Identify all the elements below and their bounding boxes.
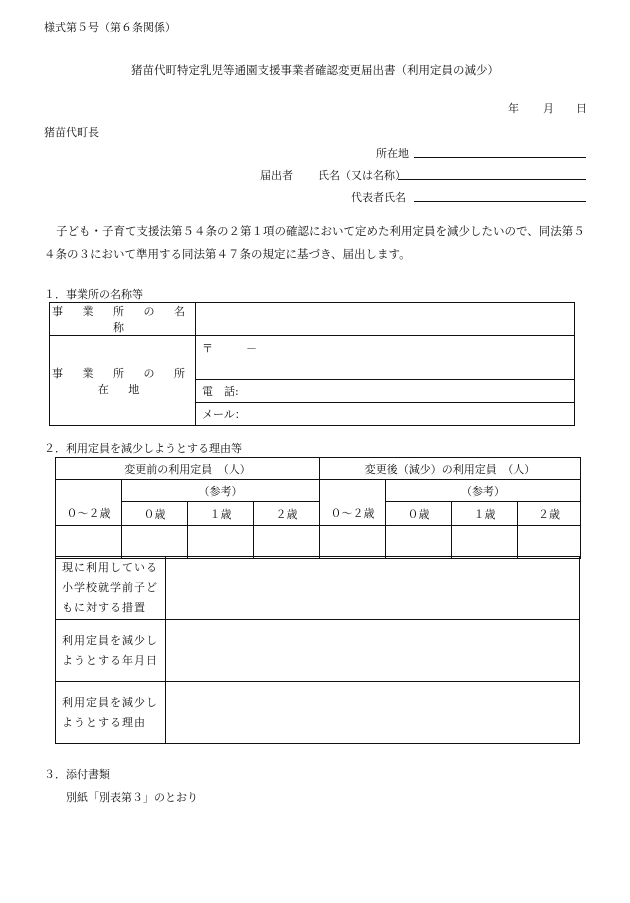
value-after-0-2[interactable] [320, 526, 386, 559]
value-before-0-2[interactable] [56, 526, 122, 559]
value-after-2[interactable] [518, 526, 581, 559]
section2-heading: ２．利用定員を減少しようとする理由等 [44, 442, 242, 455]
name-input-line[interactable] [398, 167, 586, 180]
business-name-label: 事 業 所 の 名 称 [50, 303, 196, 336]
after-total-head-spacer [320, 480, 386, 502]
business-info-table [49, 302, 575, 426]
location-input-line[interactable] [414, 145, 586, 158]
age-col-after-0: ０歳 [386, 502, 452, 526]
location-label: 所在地 [376, 147, 409, 160]
body-text: 子ども・子育て支援法第５４条の２第１項の確認において定めた利用定員を減少したいので、同法第５４条の３において準用する同法第４７条の規定に基づき、届出します。 [44, 224, 585, 261]
submitter-label: 届出者 [260, 169, 293, 182]
addressee: 猪苗代町長 [44, 126, 99, 139]
section3-heading: ３．添付書類 [44, 768, 110, 781]
before-reference-label: （参考） [122, 480, 320, 502]
before-capacity-header: 変更前の利用定員 （人） [56, 458, 320, 480]
after-reference-label: （参考） [386, 480, 581, 502]
date-year: 年 [508, 102, 519, 115]
reduction-reason-cell[interactable] [166, 682, 580, 744]
value-before-0[interactable] [122, 526, 188, 559]
age-col-after-0-2: ０～２歳 [320, 502, 386, 526]
postal-code-cell[interactable]: 〒 － [196, 336, 575, 380]
reduction-date-label: 利用定員を減少しようとする年月日 [56, 620, 166, 682]
age-col-after-2: ２歳 [518, 502, 581, 526]
age-col-before-1: １歳 [188, 502, 254, 526]
before-total-head-spacer [56, 480, 122, 502]
value-after-1[interactable] [452, 526, 518, 559]
phone-cell[interactable]: 電 話: [196, 380, 575, 403]
current-measures-label: 現に利用している小学校就学前子どもに対する措置 [56, 557, 166, 620]
representative-label: 代表者氏名 [351, 191, 406, 204]
age-col-before-2: ２歳 [254, 502, 320, 526]
email-cell[interactable]: メール： [196, 403, 575, 426]
age-col-before-0-2: ０～２歳 [56, 502, 122, 526]
after-capacity-header: 変更後（減少）の利用定員 （人） [320, 458, 581, 480]
reduction-date-cell[interactable] [166, 620, 580, 682]
value-before-2[interactable] [254, 526, 320, 559]
date-month: 月 [543, 102, 554, 115]
current-measures-cell[interactable] [166, 557, 580, 620]
representative-input-line[interactable] [414, 189, 586, 202]
value-before-1[interactable] [188, 526, 254, 559]
business-name-cell[interactable] [196, 303, 575, 336]
age-col-after-1: １歳 [452, 502, 518, 526]
name-label: 氏名（又は名称） [318, 169, 406, 182]
section1-heading: １．事業所の名称等 [44, 288, 143, 301]
attachment-text: 別紙「別表第３」のとおり [66, 791, 198, 804]
business-address-label: 事 業 所 の 所 在 地 [50, 336, 196, 426]
form-number: 様式第５号（第６条関係） [44, 21, 176, 34]
value-after-0[interactable] [386, 526, 452, 559]
date-day: 日 [576, 102, 587, 115]
capacity-table [55, 457, 581, 559]
age-col-before-0: ０歳 [122, 502, 188, 526]
reason-table [55, 556, 580, 744]
reduction-reason-label: 利用定員を減少しようとする理由 [56, 682, 166, 744]
document-title: 猪苗代町特定乳児等通園支援事業者確認変更届出書（利用定員の減少） [131, 63, 499, 77]
